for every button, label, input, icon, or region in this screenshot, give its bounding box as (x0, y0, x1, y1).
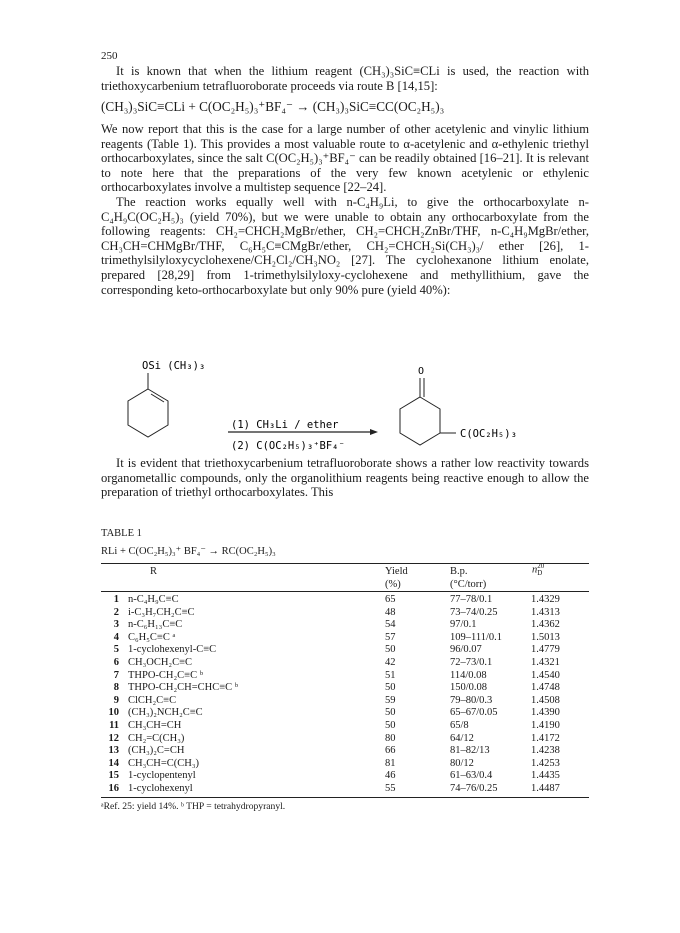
row-number: 12 (108, 732, 119, 744)
row-r-group: i-C₃H₇CH₂C≡C (128, 606, 195, 618)
row-boiling-point: 96/0.07 (450, 644, 482, 656)
row-number: 13 (108, 745, 119, 757)
cyclohexanone-ring (400, 378, 456, 445)
product-substituent: C(OC₂H₅)₃ (460, 428, 517, 440)
table-row (101, 758, 589, 771)
cyclohexene-ring (128, 373, 168, 437)
table-body (101, 594, 589, 796)
row-refractive-index: 1.4390 (531, 707, 560, 719)
row-number: 8 (113, 682, 119, 694)
row-yield: 55 (385, 782, 396, 794)
intro-text (101, 64, 589, 93)
row-yield: 51 (385, 669, 396, 681)
row-r-group: CH₃CH=CH (128, 719, 182, 731)
table-row (101, 657, 589, 670)
row-number: 14 (108, 757, 119, 769)
row-number: 2 (113, 606, 119, 618)
row-r-group: (CH₃)₂NCH₂C≡C (128, 707, 203, 719)
row-yield: 66 (385, 745, 396, 757)
row-number: 10 (108, 707, 119, 719)
row-refractive-index: 1.5013 (531, 631, 560, 643)
row-r-group: CH₂=C(CH₃) (128, 732, 185, 744)
row-yield: 59 (385, 694, 396, 706)
paragraph-4: It is evident that triethoxycarbenium tetrafluoroborate shows a rather low reactivity towards organometallic compounds, only the organolithium reagents being reactive enough to allow the preparation of triethyl orthocarboxylates. This (101, 456, 589, 500)
row-yield: 50 (385, 719, 396, 731)
row-boiling-point: 72–73/0.1 (450, 656, 493, 668)
reagent-step-2: (2) C(OC₂H₅)₃⁺BF₄⁻ (231, 440, 345, 452)
table-row (101, 695, 589, 708)
row-refractive-index: 1.4172 (531, 732, 560, 744)
row-boiling-point: 74–76/0.25 (450, 782, 498, 794)
row-refractive-index: 1.4190 (531, 719, 560, 731)
row-refractive-index: 1.4329 (531, 594, 560, 605)
body-text-main (101, 122, 589, 297)
row-number: 7 (113, 669, 119, 681)
row-yield: 50 (385, 644, 396, 656)
row-r-group: n-C₄H₉C≡C (128, 594, 179, 605)
row-boiling-point: 61–63/0.4 (450, 770, 493, 782)
header-bp: B.p. (°C/torr) (450, 566, 487, 590)
row-r-group: 1-cyclohexenyl-C≡C (128, 644, 217, 656)
row-refractive-index: 1.4362 (531, 619, 560, 631)
row-boiling-point: 77–78/0.1 (450, 594, 493, 605)
reaction-scheme (100, 358, 590, 468)
table-row (101, 783, 589, 796)
row-r-group: ClCH₂C≡C (128, 694, 177, 706)
row-refractive-index: 1.4487 (531, 782, 560, 794)
table-footnote: ᵃRef. 25: yield 14%. ᵇ THP = tetrahydropyranyl. (101, 801, 286, 812)
table-reaction: RLi + C(OC₂H₅)₃⁺ BF₄⁻ → RC(OC₂H₅)₃ (101, 546, 276, 557)
row-refractive-index: 1.4253 (531, 757, 560, 769)
row-boiling-point: 73–74/0.25 (450, 606, 498, 618)
table-row (101, 733, 589, 746)
row-r-group: CH₃OCH₂C≡C (128, 656, 193, 668)
row-refractive-index: 1.4321 (531, 656, 560, 668)
table-row (101, 707, 589, 720)
row-number: 1 (113, 594, 119, 605)
row-yield: 50 (385, 707, 396, 719)
table-row (101, 670, 589, 683)
reagent-step-1: (1) CH₃Li / ether (231, 419, 339, 431)
row-refractive-index: 1.4313 (531, 606, 560, 618)
table-label: TABLE 1 (101, 528, 142, 539)
row-boiling-point: 150/0.08 (450, 682, 488, 694)
row-r-group: 1-cyclopentenyl (128, 770, 196, 782)
row-refractive-index: 1.4508 (531, 694, 560, 706)
row-boiling-point: 97/0.1 (450, 619, 477, 631)
row-boiling-point: 114/0.08 (450, 669, 487, 681)
table-row (101, 619, 589, 632)
paragraph-3: The reaction works equally well with n-C₄H₉Li, to give the orthocarboxylate n-C₄H₉C(OC₂H₅)₃ (yield 70%), but we were unable to obtain any orthocarboxylate from the following reagents: CH₂=CHCH₂MgBr/ether, CH₂=CHCH₂ZnBr/THF, n-C₄H₉MgBr/ether, CH₃CH=CHMgBr/THF, C₆H₅C≡CMgBr/ether, CH₂=CHCH₂Si(CH₃)₃/ ether [26], 1-trimethylsilyloxycyclohexene/CH₂Cl₂/CH₃NO₂ [27]. The cyclohexanone lithium enolate, prepared [28,29] from 1-trimethylsilyloxy-cyclohexene and methyllithium, gave the corresponding keto-orthocarboxylate but only 90% pure (yield 40%): (101, 194, 589, 297)
row-r-group: THPO-CH₂C≡C ᵇ (128, 669, 203, 681)
row-boiling-point: 80/12 (450, 757, 474, 769)
table-row (101, 632, 589, 645)
row-refractive-index: 1.4238 (531, 745, 560, 757)
row-yield: 50 (385, 682, 396, 694)
row-r-group: C₆H₅C≡C ᵃ (128, 631, 176, 643)
closing-text (101, 456, 589, 500)
row-boiling-point: 109–111/0.1 (450, 631, 503, 643)
table-header-rule (101, 591, 589, 592)
table-row (101, 720, 589, 733)
row-boiling-point: 79–80/0.3 (450, 694, 493, 706)
table-row (101, 770, 589, 783)
row-refractive-index: 1.4748 (531, 682, 560, 694)
row-number: 3 (113, 619, 119, 631)
table-row (101, 607, 589, 620)
row-yield: 81 (385, 757, 396, 769)
table-bottom-rule (101, 797, 589, 798)
header-r: R (150, 566, 158, 577)
row-yield: 46 (385, 770, 396, 782)
row-number: 16 (108, 782, 119, 794)
row-r-group: THPO-CH₂CH=CHC≡C ᵇ (128, 682, 239, 694)
row-yield: 48 (385, 606, 396, 618)
row-number: 9 (113, 694, 119, 706)
header-yield: Yield (%) (385, 566, 408, 590)
header-refractive-index: n 20 D (532, 562, 545, 577)
row-refractive-index: 1.4540 (531, 669, 560, 681)
table-caption (101, 527, 276, 558)
reactant-substituent: OSi (CH₃)₃ (142, 360, 206, 372)
row-number: 11 (109, 719, 119, 731)
equation-1: (CH₃)₃SiC≡CLi + C(OC₂H₅)₃⁺BF₄⁻ → (CH₃)₃SiC≡CC(OC₂H₅)₃ (101, 99, 445, 114)
page-number: 250 (101, 50, 118, 62)
row-number: 5 (113, 644, 119, 656)
paragraph-1: It is known that when the lithium reagent (CH₃)₃SiC≡CLi is used, the reaction with triethoxycarbenium tetrafluoroborate proceeds via route B [14,15]: (101, 64, 589, 93)
row-number: 15 (108, 770, 119, 782)
row-boiling-point: 65/8 (450, 719, 469, 731)
row-refractive-index: 1.4779 (531, 644, 560, 656)
table-row (101, 594, 589, 607)
table-top-rule (101, 563, 589, 564)
table-row (101, 644, 589, 657)
table-row (101, 745, 589, 758)
row-yield: 54 (385, 619, 396, 631)
row-r-group: n-C₆H₁₃C≡C (128, 619, 183, 631)
arrow-head (370, 429, 378, 435)
row-number: 6 (113, 656, 119, 668)
row-yield: 42 (385, 656, 396, 668)
row-r-group: CH₃CH=C(CH₃) (128, 757, 199, 769)
row-yield: 80 (385, 732, 396, 744)
row-boiling-point: 81–82/13 (450, 745, 490, 757)
carbonyl-oxygen: O (418, 366, 425, 377)
row-yield: 65 (385, 594, 396, 605)
row-yield: 57 (385, 631, 396, 643)
row-number: 4 (113, 631, 119, 643)
row-refractive-index: 1.4435 (531, 770, 560, 782)
table-row (101, 682, 589, 695)
row-boiling-point: 65–67/0.05 (450, 707, 498, 719)
row-r-group: 1-cyclohexenyl (128, 782, 193, 794)
paragraph-2: We now report that this is the case for a large number of other acetylenic and vinylic lithium reagents (Table 1). This provides a most valuable route to α-acetylenic and α-ethylenic triethyl orthocarboxylates, since the salt C(OC₂H₅)₃⁺BF₄⁻ can be readily obtained [16–21]. It is relevant to note here that the preparations of the very few known acetylenic or ethylenic orthocarboxylates involve a multistep sequence [22–24]. (101, 122, 589, 195)
row-boiling-point: 64/12 (450, 732, 474, 744)
row-r-group: (CH₃)₂C=CH (128, 745, 185, 757)
